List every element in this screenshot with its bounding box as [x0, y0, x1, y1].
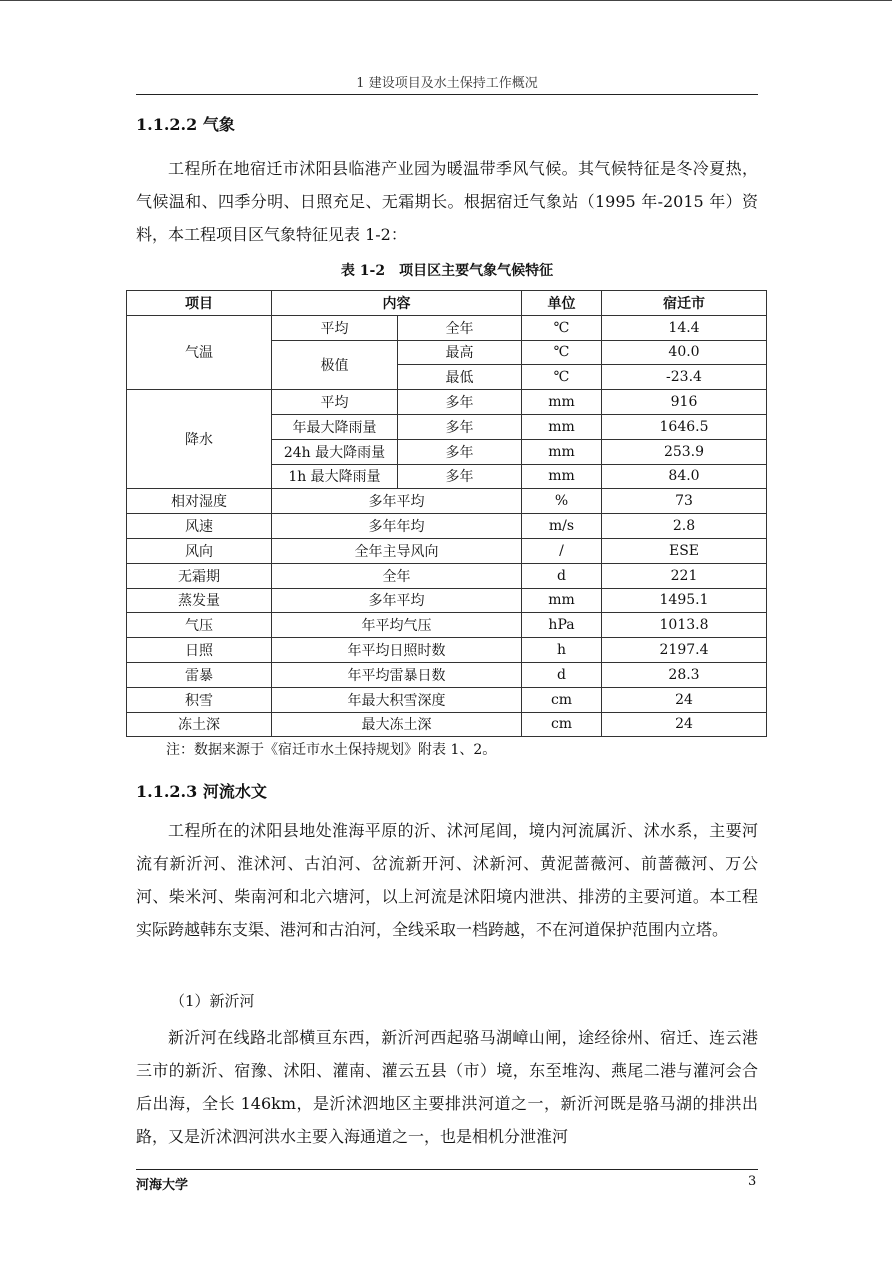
cell-content: 全年: [272, 563, 522, 588]
cell-period: 最低: [398, 365, 522, 390]
river-paragraph: 工程所在的沭阳县地处淮海平原的沂、沭河尾闾，境内河流属沂、沭水系，主要河流有新沂河、淮沭河、古泊河、岔流新开河、沭新河、黄泥蔷薇河、前蔷薇河、万公河、柴米河、柴南河和北六塘河，以上河流是沭阳境内泄洪、排涝的主要河道。本工程实际跨越韩东支渠、港河和古泊河，全线采取一档跨越，不在河道保护范围内立塔。: [136, 821, 758, 939]
cell-value: 916: [602, 390, 767, 415]
cell-item: 相对湿度: [127, 489, 272, 514]
table-row: [127, 687, 767, 712]
cell-value: 24: [602, 687, 767, 712]
cell-label: 24h 最大降雨量: [272, 439, 398, 464]
cell-value: 221: [602, 563, 767, 588]
sub-item-xinyi-river: （1）新沂河: [170, 992, 255, 1010]
cell-content: 多年平均: [272, 588, 522, 613]
header-unit: 单位: [522, 291, 602, 316]
table-row: [127, 489, 767, 514]
cell-unit: d: [522, 662, 602, 687]
table-row: [127, 638, 767, 663]
cell-unit: ℃: [522, 315, 602, 340]
cell-unit: d: [522, 563, 602, 588]
cell-value: 1646.5: [602, 414, 767, 439]
cell-value: 253.9: [602, 439, 767, 464]
cell-content: 年平均雷暴日数: [272, 662, 522, 687]
header-value: 宿迁市: [602, 291, 767, 316]
table-row: [127, 315, 767, 340]
cell-unit: mm: [522, 439, 602, 464]
cell-content: 年最大积雪深度: [272, 687, 522, 712]
header-item: 项目: [127, 291, 272, 316]
cell-value: 1013.8: [602, 613, 767, 638]
table-row: [127, 613, 767, 638]
cell-unit: mm: [522, 414, 602, 439]
section-heading-weather: 1.1.2.2 气象: [136, 115, 235, 134]
table-row: [127, 563, 767, 588]
cell-value: 24: [602, 712, 767, 737]
cell-unit: mm: [522, 390, 602, 415]
cell-item: 风向: [127, 538, 272, 563]
table-note: 注：数据来源于《宿迁市水土保持规划》附表 1、2。: [166, 742, 497, 758]
group-temperature: 气温: [127, 315, 272, 389]
cell-value: 28.3: [602, 662, 767, 687]
weather-paragraph: 工程所在地宿迁市沭阳县临港产业园为暖温带季风气候。其气候特征是冬冷夏热，气候温和、四季分明、日照充足、无霜期长。根据宿迁气象站（1995 年-2015 年）资料，本工程项目区气象特征见表 1-2：: [136, 159, 758, 244]
table-row: [127, 538, 767, 563]
footer-university: 河海大学: [136, 1178, 189, 1193]
cell-label: 年最大降雨量: [272, 414, 398, 439]
table-header-row: [127, 291, 767, 316]
cell-unit: mm: [522, 464, 602, 489]
cell-item: 气压: [127, 613, 272, 638]
cell-period: 全年: [398, 315, 522, 340]
cell-content: 全年主导风向: [272, 538, 522, 563]
cell-content: 年平均日照时数: [272, 638, 522, 663]
cell-period: 多年: [398, 439, 522, 464]
cell-unit: cm: [522, 712, 602, 737]
header-content: 内容: [272, 291, 522, 316]
page-top-border: [0, 0, 892, 1]
cell-value: 40.0: [602, 340, 767, 365]
cell-unit: mm: [522, 588, 602, 613]
table-caption: 表 1-2 项目区主要气象气候特征: [340, 263, 554, 279]
cell-value: 2.8: [602, 514, 767, 539]
cell-unit: ℃: [522, 365, 602, 390]
cell-label: 平均: [272, 315, 398, 340]
cell-content: 多年年均: [272, 514, 522, 539]
cell-item: 无霜期: [127, 563, 272, 588]
table-row: [127, 662, 767, 687]
footer-rule: [136, 1169, 758, 1170]
cell-unit: h: [522, 638, 602, 663]
cell-content: 最大冻土深: [272, 712, 522, 737]
cell-value: ESE: [602, 538, 767, 563]
cell-value: 2197.4: [602, 638, 767, 663]
cell-content: 年平均气压: [272, 613, 522, 638]
cell-unit: cm: [522, 687, 602, 712]
climate-table: [126, 290, 767, 737]
cell-unit: %: [522, 489, 602, 514]
section-heading-river: 1.1.2.3 河流水文: [136, 782, 267, 801]
simple-rows-body: [127, 489, 767, 737]
cell-period: 多年: [398, 414, 522, 439]
cell-label: 平均: [272, 390, 398, 415]
xinyi-river-paragraph: 新沂河在线路北部横亘东西，新沂河西起骆马湖嶂山闸，途经徐州、宿迁、连云港三市的新沂、宿豫、沭阳、灌南、灌云五县（市）境，东至堆沟、燕尾二港与灌河会合后出海，全长 146km，是沂沭泗地区主要排洪河道之一，新沂河既是骆马湖的排洪出路，又是沂沭泗河洪水主要入海通道之一，也是相机分泄淮河: [136, 1028, 758, 1146]
cell-item: 蒸发量: [127, 588, 272, 613]
cell-value: 84.0: [602, 464, 767, 489]
table-row: [127, 712, 767, 737]
cell-label: 1h 最大降雨量: [272, 464, 398, 489]
cell-value: 14.4: [602, 315, 767, 340]
cell-unit: ℃: [522, 340, 602, 365]
header-rule: [136, 94, 758, 95]
cell-value: 1495.1: [602, 588, 767, 613]
cell-period: 最高: [398, 340, 522, 365]
cell-unit: m/s: [522, 514, 602, 539]
cell-item: 风速: [127, 514, 272, 539]
cell-item: 积雪: [127, 687, 272, 712]
cell-period: 多年: [398, 390, 522, 415]
cell-value: -23.4: [602, 365, 767, 390]
cell-value: 73: [602, 489, 767, 514]
cell-unit: hPa: [522, 613, 602, 638]
cell-item: 日照: [127, 638, 272, 663]
running-header: 1 建设项目及水土保持工作概况: [356, 76, 538, 91]
table-row: [127, 514, 767, 539]
table-row: [127, 588, 767, 613]
cell-label: 极值: [272, 340, 398, 390]
cell-item: 冻土深: [127, 712, 272, 737]
cell-content: 多年平均: [272, 489, 522, 514]
cell-unit: /: [522, 538, 602, 563]
cell-period: 多年: [398, 464, 522, 489]
page-number: 3: [748, 1174, 757, 1189]
cell-item: 雷暴: [127, 662, 272, 687]
table-row: [127, 390, 767, 415]
group-precipitation: 降水: [127, 390, 272, 489]
